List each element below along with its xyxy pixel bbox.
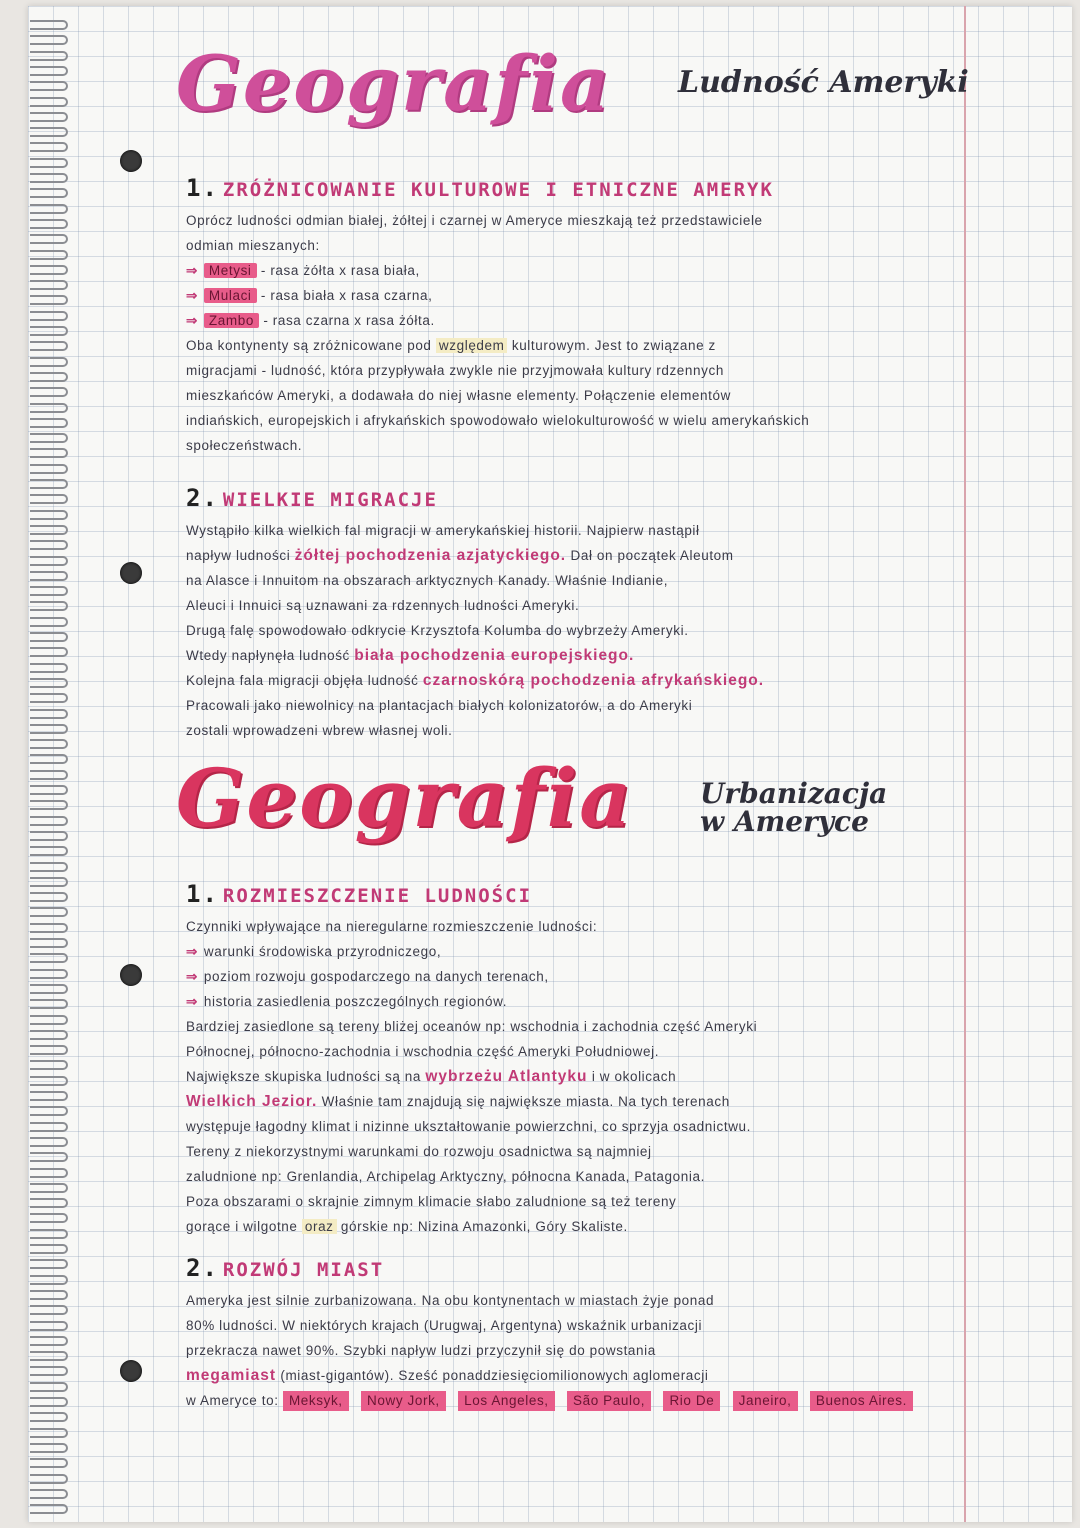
spiral-coil: [30, 846, 68, 856]
spiral-coil: [30, 97, 68, 107]
text-line: społeczeństwach.: [186, 438, 303, 453]
list-item: ⇒ warunki środowiska przyrodniczego,: [186, 944, 442, 959]
spiral-coil: [30, 770, 68, 780]
spiral-coil: [30, 816, 68, 826]
page-title: Geografia: [176, 751, 634, 845]
text-line: Wielkich Jezior. Właśnie tam znajdują się największe miasta. Na tych terenach: [186, 1093, 730, 1110]
spiral-coil: [30, 1137, 68, 1147]
city-tag: São Paulo,: [567, 1391, 651, 1411]
spiral-coil: [30, 1321, 68, 1331]
spiral-coil: [30, 341, 68, 351]
text-line: megamiast (miast-gigantów). Sześć ponaddziesięciomilionowych aglomeracji: [186, 1367, 709, 1384]
spiral-coil: [30, 1244, 68, 1254]
spiral-coil: [30, 647, 68, 657]
spiral-coil: [30, 81, 68, 91]
arrow-icon: ⇒: [186, 969, 198, 984]
spiral-coil: [30, 1458, 68, 1468]
spiral-coil: [30, 678, 68, 688]
spiral-coil: [30, 433, 68, 443]
section-population-distribution: [186, 880, 954, 1239]
spiral-coil: [30, 1045, 68, 1055]
spiral-coil: [30, 693, 68, 703]
spiral-coil: [30, 142, 68, 152]
spiral-coil: [30, 739, 68, 749]
spiral-coil: [30, 51, 68, 61]
text-line: występuje łagodny klimat i nizinne ukształtowanie powierzchni, co sprzyja osadnictwu.: [186, 1119, 752, 1134]
text-line: w Ameryce to: Meksyk, Nowy Jork, Los Angeles, São Paulo, Rio De Janeiro, Buenos Aires.: [186, 1388, 954, 1413]
spiral-coil: [30, 785, 68, 795]
spiral-coil: [30, 1076, 68, 1086]
spiral-coil: [30, 418, 68, 428]
spiral-coil: [30, 311, 68, 321]
arrow-icon: ⇒: [186, 944, 198, 959]
text-line: Ameryka jest silnie zurbanizowana. Na obu kontynentach w miastach żyje ponad: [186, 1293, 715, 1308]
notebook-page: [28, 6, 1072, 1522]
section-heading: 1. ROZMIESZCZENIE LUDNOŚCI: [186, 880, 533, 908]
punch-hole: [120, 150, 142, 172]
spiral-coil: [30, 632, 68, 642]
spiral-coil: [30, 754, 68, 764]
text-line: Kolejna fala migracji objęła ludność czarnoskórą pochodzenia afrykańskiego.: [186, 672, 765, 689]
text-line: migracjami - ludność, która przypływała zwykle nie przyjmowała kultury rdzennych: [186, 363, 724, 378]
list-item: ⇒ historia zasiedlenia poszczególnych regionów.: [186, 994, 508, 1009]
spiral-coil: [30, 586, 68, 596]
spiral-coil: [30, 448, 68, 458]
arrow-icon: ⇒: [186, 288, 198, 303]
spiral-coil: [30, 1229, 68, 1239]
page-title: Geografia: [176, 39, 612, 128]
spiral-coil: [30, 1060, 68, 1070]
text-line: zostali wprowadzeni wbrew własnej woli.: [186, 723, 453, 738]
spiral-coil: [30, 265, 68, 275]
city-tag: Nowy Jork,: [361, 1391, 446, 1411]
city-tag: Meksyk,: [283, 1391, 349, 1411]
arrow-icon: ⇒: [186, 313, 198, 328]
city-tag: Buenos Aires.: [810, 1391, 913, 1411]
spiral-coil: [30, 999, 68, 1009]
punch-hole: [120, 1360, 142, 1382]
text-line: Aleuci i Innuici są uznawani za rdzennych ludności Ameryki.: [186, 598, 580, 613]
spiral-coil: [30, 1397, 68, 1407]
spiral-coil: [30, 540, 68, 550]
list-item: ⇒ Mulaci - rasa biała x rasa czarna,: [186, 288, 433, 303]
text-line: Największe skupiska ludności są na wybrzeżu Atlantyku i w okolicach: [186, 1068, 677, 1085]
spiral-coil: [30, 877, 68, 887]
spiral-coil: [30, 188, 68, 198]
text-line: Czynniki wpływające na nieregularne rozmieszczenie ludności:: [186, 919, 598, 934]
spiral-coil: [30, 1213, 68, 1223]
text-line: Poza obszarami o skrajnie zimnym klimacie słabo zaludnione są też tereny: [186, 1194, 677, 1209]
city-tag: Los Angeles,: [458, 1391, 555, 1411]
spiral-coil: [30, 173, 68, 183]
text-line: gorące i wilgotne oraz górskie np: Nizina Amazonki, Góry Skaliste.: [186, 1219, 628, 1234]
city-tag: Janeiro,: [733, 1391, 798, 1411]
text-line: na Alasce i Innuitom na obszarach arktycznych Kanady. Właśnie Indianie,: [186, 573, 669, 588]
text-line: zaludnione np: Grenlandia, Archipelag Arktyczny, północna Kanada, Patagonia.: [186, 1169, 705, 1184]
spiral-coil: [30, 1183, 68, 1193]
text-line: Oba kontynenty są zróżnicowane pod względem kulturowym. Jest to związane z: [186, 338, 716, 353]
spiral-coil: [30, 923, 68, 933]
spiral-coil: [30, 158, 68, 168]
spiral-coil: [30, 280, 68, 290]
spiral-coil: [30, 326, 68, 336]
text-line: Drugą falę spowodowało odkrycie Krzysztofa Kolumba do wybrzeży Ameryki.: [186, 623, 689, 638]
text-line: Północnej, północno-zachodnia i wschodnia część Ameryki Południowej.: [186, 1044, 660, 1059]
arrow-icon: ⇒: [186, 263, 198, 278]
spiral-coil: [30, 1030, 68, 1040]
spiral-coil: [30, 494, 68, 504]
list-item: ⇒ poziom rozwoju gospodarczego na danych terenach,: [186, 969, 549, 984]
spiral-coil: [30, 617, 68, 627]
spiral-coil: [30, 1412, 68, 1422]
text-line: Oprócz ludności odmian białej, żółtej i czarnej w Ameryce mieszkają też przedstawiciele: [186, 213, 763, 228]
spiral-coil: [30, 724, 68, 734]
spiral-coil: [30, 357, 68, 367]
text-line: Wystąpiło kilka wielkich fal migracji w amerykańskiej historii. Najpierw nastąpił: [186, 523, 700, 538]
spiral-coil: [30, 601, 68, 611]
section-heading: 2. WIELKIE MIGRACJE: [186, 484, 438, 512]
spiral-coil: [30, 709, 68, 719]
spiral-coil: [30, 831, 68, 841]
spiral-coil: [30, 1015, 68, 1025]
spiral-coil: [30, 464, 68, 474]
spiral-coil: [30, 525, 68, 535]
spiral-coil: [30, 1091, 68, 1101]
spiral-coil: [30, 1168, 68, 1178]
spiral-coil: [30, 892, 68, 902]
spiral-coil: [30, 127, 68, 137]
spiral-coil: [30, 663, 68, 673]
spiral-coil: [30, 403, 68, 413]
spiral-coil: [30, 907, 68, 917]
text-line: odmian mieszanych:: [186, 238, 320, 253]
spiral-coil: [30, 479, 68, 489]
spiral-coil: [30, 1366, 68, 1376]
spiral-coil: [30, 1106, 68, 1116]
spiral-coil: [30, 372, 68, 382]
spiral-coil: [30, 800, 68, 810]
spiral-coil: [30, 1382, 68, 1392]
spiral-coil: [30, 1336, 68, 1346]
spiral-coil: [30, 20, 68, 30]
spiral-coil: [30, 571, 68, 581]
spiral-coil: [30, 1305, 68, 1315]
section-heading: 1. ZRÓŻNICOWANIE KULTUROWE I ETNICZNE AMERYK: [186, 174, 774, 202]
spiral-coil: [30, 234, 68, 244]
page-subtitle: Urbanizacja w Ameryce: [700, 777, 888, 838]
section-city-development: [186, 1254, 954, 1413]
spiral-coil: [30, 1152, 68, 1162]
margin-line: [964, 6, 966, 1522]
spiral-coil: [30, 387, 68, 397]
section-heading: 2. ROZWÓJ MIAST: [186, 1254, 385, 1282]
spiral-coil: [30, 1428, 68, 1438]
spiral-coil: [30, 1122, 68, 1132]
spiral-coil: [30, 204, 68, 214]
spiral-coil: [30, 556, 68, 566]
spiral-coil: [30, 1351, 68, 1361]
spiral-coil: [30, 35, 68, 45]
text-line: Tereny z niekorzystnymi warunkami do rozwoju osadnictwa są najmniej: [186, 1144, 652, 1159]
text-line: Wtedy napłynęła ludność biała pochodzenia europejskiego.: [186, 647, 635, 664]
spiral-coil: [30, 250, 68, 260]
punch-hole: [120, 964, 142, 986]
punch-hole: [120, 562, 142, 584]
spiral-coil: [30, 969, 68, 979]
list-item: ⇒ Metysi - rasa żółta x rasa biała,: [186, 263, 420, 278]
spiral-coil: [30, 1474, 68, 1484]
text-line: 80% ludności. W niektórych krajach (Urugwaj, Argentyna) wskaźnik urbanizacji: [186, 1318, 703, 1333]
spiral-coil: [30, 862, 68, 872]
spiral-coil: [30, 984, 68, 994]
spiral-coil: [30, 219, 68, 229]
section-great-migrations: [186, 484, 954, 743]
spiral-coil: [30, 1290, 68, 1300]
spiral-coil: [30, 1259, 68, 1269]
spiral-coil: [30, 1443, 68, 1453]
text-line: Pracowali jako niewolnicy na plantacjach białych kolonizatorów, a do Ameryki: [186, 698, 693, 713]
text-line: mieszkańców Ameryki, a dodawała do niej własne elementy. Połączenie elementów: [186, 388, 731, 403]
spiral-coil: [30, 938, 68, 948]
text-line: indiańskich, europejskich i afrykańskich spowodowało wielokulturowość w wielu amerykańskich: [186, 413, 810, 428]
text-line: Bardziej zasiedlone są tereny bliżej oceanów np: wschodnia i zachodnia część Ameryki: [186, 1019, 758, 1034]
spiral-coil: [30, 295, 68, 305]
spiral-coil: [30, 1198, 68, 1208]
spiral-coil: [30, 953, 68, 963]
city-tag: Rio De: [663, 1391, 720, 1411]
spiral-coil: [30, 112, 68, 122]
spiral-coil: [30, 510, 68, 520]
spiral-coil: [30, 1504, 68, 1514]
text-line: napływ ludności żółtej pochodzenia azjatyckiego. Dał on początek Aleutom: [186, 547, 734, 564]
section-cultural-diversity: [186, 174, 954, 458]
factors-list: [186, 939, 954, 1014]
spiral-binding: [28, 20, 72, 1520]
arrow-icon: ⇒: [186, 994, 198, 1009]
text-line: przekracza nawet 90%. Szybki napływ ludzi przyczynił się do powstania: [186, 1343, 656, 1358]
mixed-races-list: [186, 258, 954, 333]
spiral-coil: [30, 66, 68, 76]
page-subtitle: Ludność Ameryki: [678, 65, 969, 100]
spiral-coil: [30, 1275, 68, 1285]
list-item: ⇒ Zambo - rasa czarna x rasa żółta.: [186, 313, 435, 328]
spiral-coil: [30, 1489, 68, 1499]
